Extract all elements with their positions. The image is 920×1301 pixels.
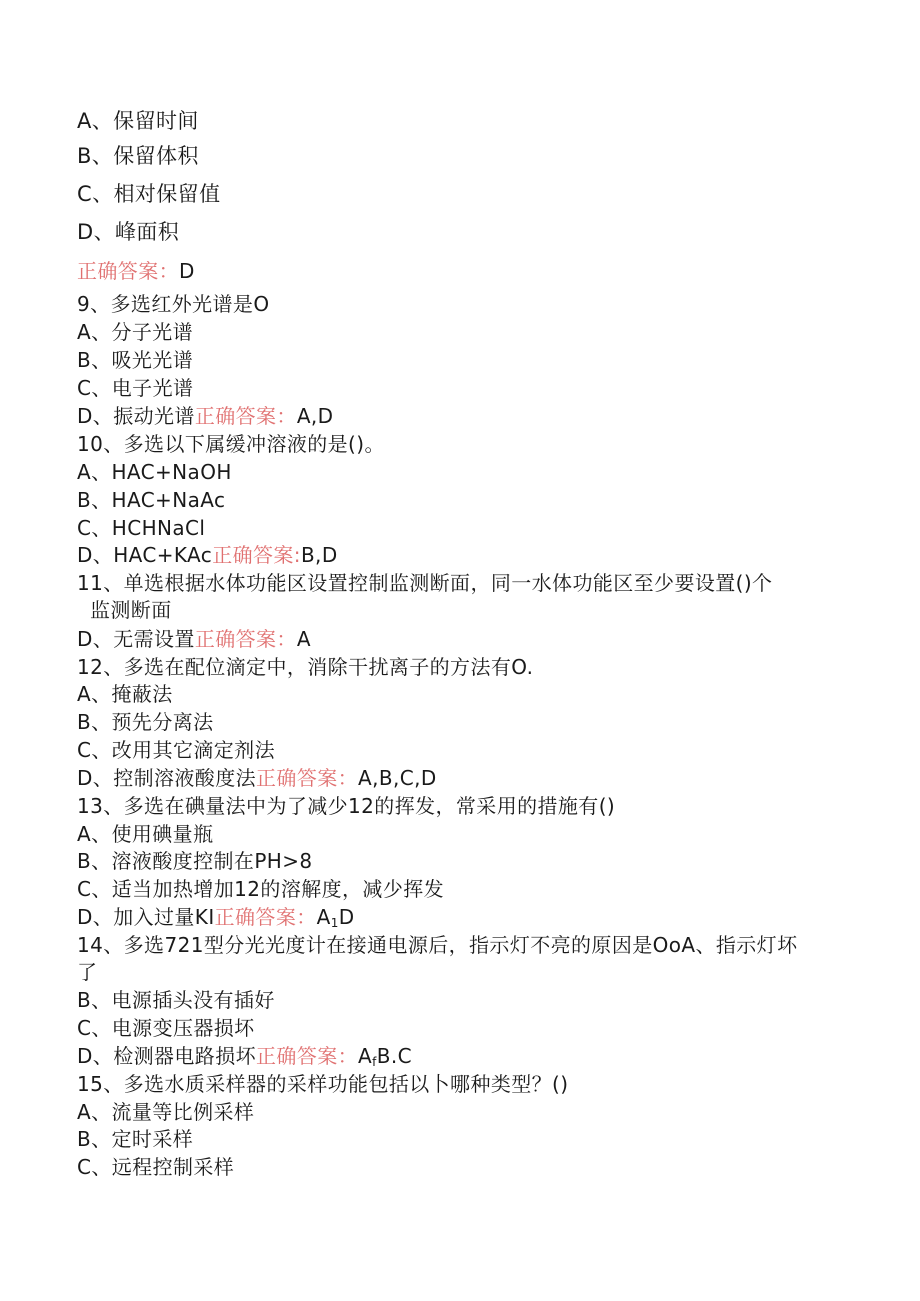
- q15-option-a: A、流量等比例采样: [77, 1100, 255, 1124]
- q12-option-a: A、掩蔽法: [77, 682, 173, 706]
- q9-option-d: [77, 404, 333, 428]
- q12-option-c: C、改用其它滴定剂法: [77, 738, 275, 762]
- q14-title: 14、多选721型分光光度计在接通电源后，指示灯不亮的原因是OoA、指示灯坏: [77, 933, 798, 957]
- q14-option-b: B、电源插头没有插好: [77, 988, 275, 1012]
- answer-label: 正确答案：: [194, 627, 297, 651]
- answer-value: A,D: [296, 404, 334, 428]
- q8-option-b: B、保留体积: [77, 144, 199, 168]
- answer-label: 正确答案:: [212, 543, 301, 567]
- answer-value-main: A: [316, 905, 331, 929]
- answer-value-tail: D: [338, 905, 355, 929]
- answer-value: [317, 905, 355, 929]
- q14-title-cont: 了: [77, 960, 98, 984]
- answer-value: A,B,C,D: [358, 766, 437, 790]
- q10-option-b: B、HAC+NaAc: [77, 488, 226, 512]
- option-text: D、HAC+KAc: [77, 543, 213, 567]
- answer-value: A: [296, 627, 311, 651]
- answer-label: 正确答案：: [194, 404, 297, 428]
- q8-option-c: C、相对保留值: [77, 182, 221, 206]
- option-text: D、加入过量KI: [77, 905, 215, 929]
- answer-value-tail: B.C: [376, 1044, 412, 1068]
- q15-option-c: C、远程控制采样: [77, 1155, 235, 1179]
- q12-option-d: [77, 766, 437, 790]
- q13-option-a: A、使用碘量瓶: [77, 822, 214, 846]
- answer-label: 正确答案：: [214, 905, 317, 929]
- q13-title: 13、多选在碘量法中为了减少12的挥发，常采用的措施有(): [77, 794, 616, 818]
- answer-value-subscript: f: [372, 1055, 377, 1069]
- q9-option-a: A、分子光谱: [77, 320, 194, 344]
- answer-value: D: [179, 259, 195, 283]
- answer-value-main: A: [358, 1044, 373, 1068]
- answer-label: 正确答案：: [77, 259, 179, 283]
- q10-option-a: A、HAC+NaOH: [77, 460, 232, 484]
- q9-option-b: B、吸光光谱: [77, 348, 194, 372]
- q8-answer: [77, 259, 195, 283]
- q9-option-c: C、电子光谱: [77, 376, 194, 400]
- q12-option-b: B、预先分离法: [77, 710, 214, 734]
- q10-option-d: [77, 543, 338, 567]
- q8-option-a: A、保留时间: [77, 109, 199, 133]
- answer-value-subscript: 1: [330, 916, 339, 930]
- q11-title-cont: 监测断面: [90, 598, 172, 622]
- q14-option-d: [77, 1044, 412, 1074]
- answer-value: B,D: [300, 543, 338, 567]
- q11-option-d: [77, 627, 311, 651]
- option-text: D、检测器电路损坏: [77, 1044, 257, 1068]
- option-text: D、无需设置: [77, 627, 195, 651]
- q15-option-b: B、定时采样: [77, 1127, 194, 1151]
- q13-option-b: B、溶液酸度控制在PH>8: [77, 849, 313, 873]
- q8-option-d: D、峰面积: [77, 220, 180, 244]
- answer-value: [358, 1044, 412, 1068]
- q15-title: 15、多选水质采样器的采样功能包括以卜哪种类型？(): [77, 1072, 569, 1096]
- q10-option-c: C、HCHNaCl: [77, 516, 206, 540]
- q9-title: 9、多选红外光谱是O: [77, 292, 270, 316]
- q10-title: 10、多选以下属缓冲溶液的是()。: [77, 432, 385, 456]
- q13-option-c: C、适当加热增加12的溶解度，减少挥发: [77, 877, 445, 901]
- option-text: D、振动光谱: [77, 404, 195, 428]
- q13-option-d: [77, 905, 355, 935]
- q12-title: 12、多选在配位滴定中，消除干扰离子的方法有O.: [77, 655, 534, 679]
- q14-option-c: C、电源变压器损坏: [77, 1016, 255, 1040]
- option-text: D、控制溶液酸度法: [77, 766, 257, 790]
- q11-title: 11、单选根据水体功能区设置控制监测断面，同一水体功能区至少要设置()个: [77, 571, 773, 595]
- answer-label: 正确答案：: [256, 766, 359, 790]
- answer-label: 正确答案：: [256, 1044, 359, 1068]
